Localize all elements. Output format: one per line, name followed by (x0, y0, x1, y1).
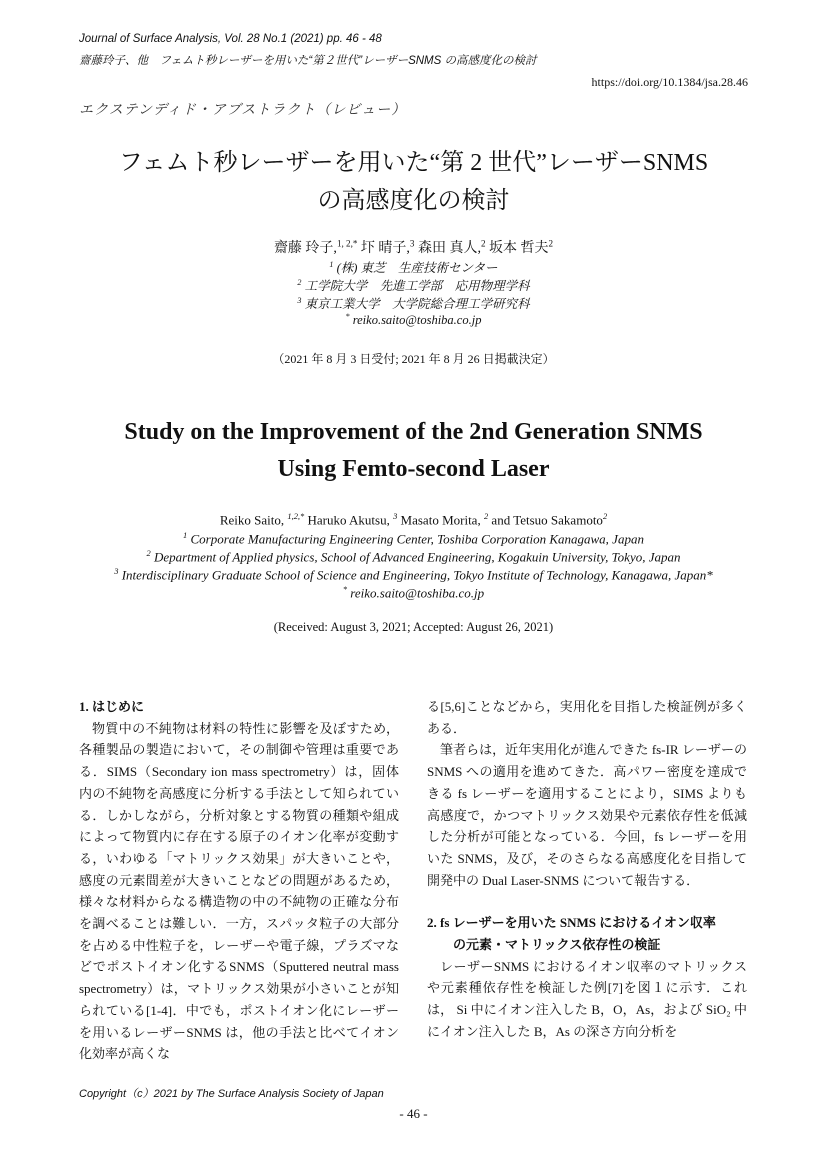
body-paragraph: 筆者らは，近年実用化が進んできた fs-IR レーザーの SNMS への適用を進めてきた．高パワー密度を達成できる fs レーザーを適用することにより，SIMS よりも高感度で，かつマトリックス効果や元素依存性を低減した分析が可能となっている．今回，fs レーザーを用いた SNMS，及び，そのさらなる高感度化を目指して開発中の Dual Laser-SNMS について報告する． (427, 742, 747, 888)
author-name: 齋藤 玲子, (273, 241, 337, 256)
affiliation-text: 東京工業大学 大学院総合理工学研究科 (301, 297, 530, 311)
affiliation-mark: 1 (329, 259, 334, 269)
affiliation-mark: 2 (146, 548, 151, 558)
english-email (0, 584, 827, 601)
author-name: and Tetsuo Sakamoto (488, 512, 603, 528)
affiliation-text: Department of Applied physics, School of Advanced Engineering, Kogakuin University, Tokyo, Japan (150, 549, 681, 565)
affiliation-mark: 3 (297, 295, 302, 305)
japanese-received-dates: （2021 年 8 月 3 日受付; 2021 年 8 月 26 日掲載決定） (272, 352, 555, 366)
copyright: Copyright（c）2021 by The Surface Analysis Society of Japan (79, 1088, 384, 1100)
left-column (79, 696, 399, 1065)
author-name: Masato Morita, (397, 512, 484, 528)
author-affiliation-mark: 2 (480, 238, 486, 249)
email-text: reiko.saito@toshiba.co.jp (349, 313, 482, 328)
japanese-email (0, 312, 827, 328)
author-affiliation-mark: 2 (483, 511, 489, 521)
japanese-title-line1: フェムト秒レーザーを用いた“第 2 世代”レーザーSNMS (118, 150, 709, 176)
email-text: reiko.saito@toshiba.co.jp (347, 585, 485, 601)
english-affiliation (0, 530, 827, 547)
english-affiliation (0, 566, 827, 583)
english-title (60, 414, 767, 488)
section-heading-line2: の元素・マトリックス依存性の検証 (453, 937, 661, 953)
page-number: - 46 - (399, 1106, 428, 1121)
japanese-title-line2: の高感度化の検討 (317, 188, 510, 214)
affiliation-text: 工学院大学 先進工学部 応用物理学科 (301, 279, 530, 293)
affiliation-mark: 2 (297, 277, 302, 287)
author-name: 坂本 哲夫 (489, 241, 549, 256)
affiliation-mark: * (342, 584, 348, 594)
japanese-affiliation (0, 294, 827, 312)
japanese-affiliation (0, 258, 827, 276)
section-heading: 1. はじめに (79, 699, 145, 714)
japanese-authors (0, 237, 827, 257)
affiliation-mark: * (345, 312, 350, 321)
japanese-title (60, 144, 767, 220)
affiliation-text: Interdisciplinary Graduate School of Science and Engineering, Tokyo Institute of Technology, Kanagawa, Japan* (118, 567, 713, 583)
author-name: Haruko Akutsu, (304, 512, 394, 528)
journal-citation: Journal of Surface Analysis, Vol. 28 No.1 (2021) pp. 46 - 48 (79, 33, 382, 45)
english-received-dates: (Received: August 3, 2021; Accepted: August 26, 2021) (273, 620, 554, 634)
affiliation-text: (株) 東芝 生産技術センター (333, 261, 498, 275)
author-affiliation-mark: 1, 2,* (336, 238, 358, 249)
author-affiliation-mark: 2 (548, 238, 554, 249)
right-column (427, 696, 747, 1043)
body-paragraph: 物質中の不純物は材料の特性に影響を及ぼすため，各種製品の製造において，その制御や管理は重要である．SIMS（Secondary ion mass spectrometry）は，固体内の不純物を高感度に分析する手法として知られている．しかしながら，分析対象とする物質の種類や組成によって物質内に存在する原子のイオン化率が変動する，いわゆる「マトリックス効果」が大きいことや，感度の元素間差が大きいことなどの問題があるため，様々な材料からなる構造物の中の不純物の正確な分布を調べることは難しい．一方，スパッタ粒子の大部分を占める中性粒子を，レーザーや電子線，プラズマなどでポストイオン化するSNMS（Sputtered neutral mass spectrometry）は，マトリックス効果が小さいことが知られている[1-4]．中でも，ポストイオン化にレーザーを用いるレーザーSNMS は，他の手法と比べてイオン化効率が高くな (79, 720, 399, 1062)
affiliation-mark: 1 (183, 530, 188, 540)
affiliation-text: Corporate Manufacturing Engineering Center, Toshiba Corporation Kanagawa, Japan (187, 531, 644, 547)
body-paragraph-continued: る[5,6]ことなどから，実用化を目指した検証例が多くある． (427, 699, 747, 736)
body-paragraph: レーザーSNMS におけるイオン収率のマトリックスや元素種依存性を検証した例[7]を図１に示す．これは， Si 中にイオン注入した B，O，As，および SiO₂ 中にイオン注入した B，As の深さ方向分析を (427, 958, 747, 1039)
article-type: エクステンディド・アブストラクト（レビュー） (79, 103, 407, 118)
author-affiliation-mark: 2 (602, 511, 608, 521)
author-affiliation-mark: 3 (409, 238, 415, 249)
running-title: 齋藤玲子、他 フェムト秒レーザーを用いた“第２世代”レーザーSNMS の高感度化の検討 (79, 55, 537, 67)
author-affiliation-mark: 1,2,* (287, 511, 305, 521)
english-affiliation (0, 548, 827, 565)
english-authors (0, 511, 827, 528)
author-name: Reiko Saito, (219, 512, 288, 528)
affiliation-mark: 3 (114, 566, 119, 576)
english-title-line1: Study on the Improvement of the 2nd Generation SNMS (124, 419, 703, 445)
author-affiliation-mark: 3 (393, 511, 398, 521)
english-title-line2: Using Femto-second Laser (277, 456, 550, 482)
author-name: 森田 真人, (417, 241, 481, 256)
author-name: 圷 晴子, (360, 241, 410, 256)
doi-link[interactable]: https://doi.org/10.1384/jsa.28.46 (591, 75, 748, 89)
japanese-affiliation (0, 276, 827, 294)
section-heading: 2. fs レーザーを用いた SNMS におけるイオン収率 (427, 915, 716, 931)
